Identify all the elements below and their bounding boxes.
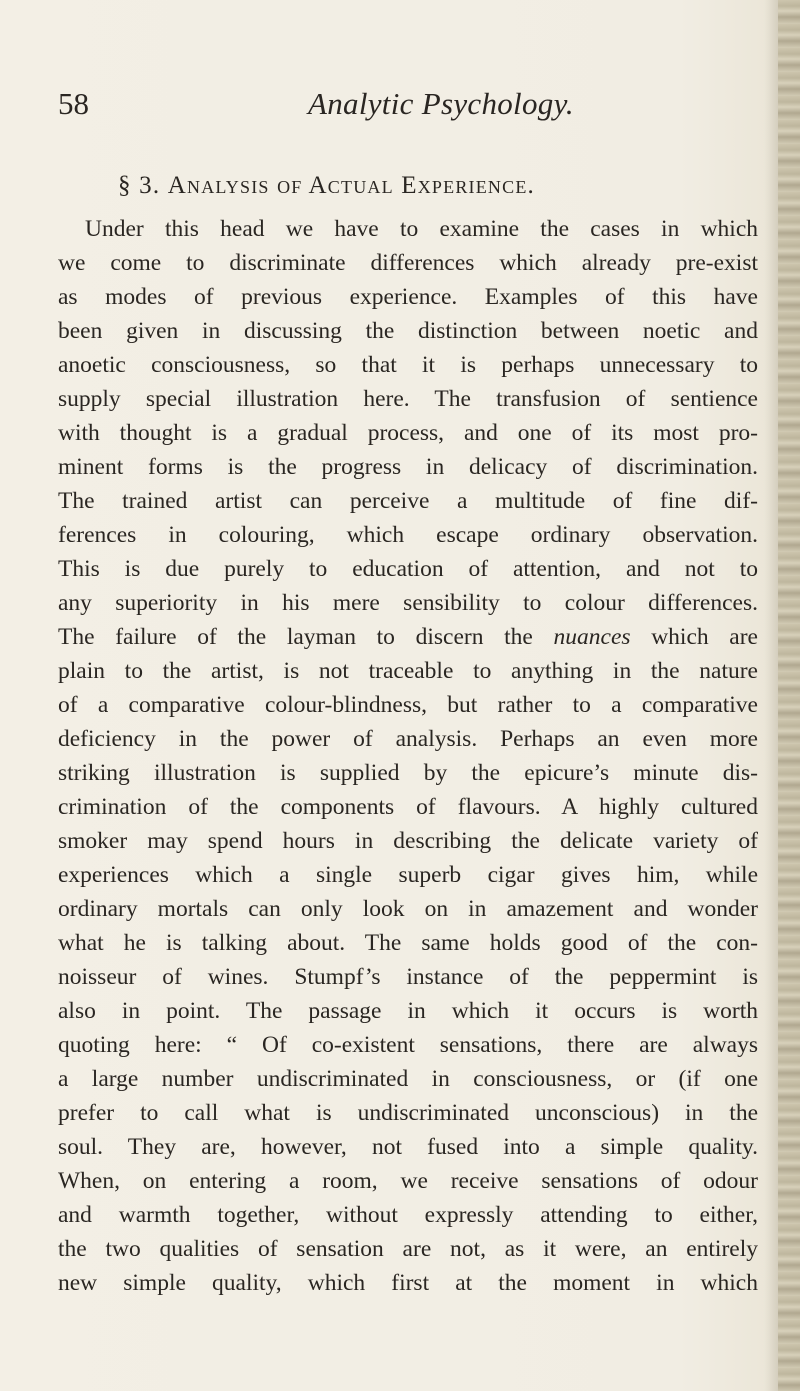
text-line: with thought is a gradual process, and one of its most pro- [58,420,758,446]
section-title: Analysis of Actual Experience. [167,172,535,199]
text-line: ordinary mortals can only look on in amazement and wonder [58,896,758,922]
text-line-with-italic [58,620,758,654]
page-header [0,86,760,136]
text-line: striking illustration is supplied by the epicure’s minute dis- [58,760,758,786]
page-number: 58 [58,86,89,121]
text-line: of a comparative colour-blindness, but rather to a comparative [58,692,758,718]
text-line: new simple quality, which first at the moment in which [58,1270,758,1296]
body-paragraph [58,212,758,1300]
text-line: soul. They are, however, not fused into a simple quality. [58,1134,758,1160]
italic-term-nuances: nuances [553,624,631,650]
text-line: prefer to call what is undiscriminated unconscious) in the [58,1100,758,1126]
text-line: a large number undiscriminated in consciousness, or (if one [58,1066,758,1092]
text-line: anoetic consciousness, so that it is perhaps unnecessary to [58,352,758,378]
page-gutter-shadow [764,0,778,1391]
running-title: Analytic Psychology. [308,86,574,121]
section-number: § 3. [118,172,161,199]
text-line: we come to discriminate differences which already pre-exist [58,250,758,276]
text-line: also in point. The passage in which it occurs is worth [58,998,758,1024]
text-line: noisseur of wines. Stumpf’s instance of the peppermint is [58,964,758,990]
text-line: plain to the artist, is not traceable to anything in the nature [58,658,758,684]
text-line: been given in discussing the distinction between noetic and [58,318,758,344]
text-line: experiences which a single superb cigar gives him, while [58,862,758,888]
text-line: and warmth together, without expressly attending to either, [58,1202,758,1228]
text-line: minent forms is the progress in delicacy of discrimination. [58,454,758,480]
text-line-start: The failure of the layman to discern the [58,624,554,650]
text-line: as modes of previous experience. Examples of this have [58,284,758,310]
book-page-edge [778,0,800,1391]
text-line: what he is talking about. The same holds good of the con- [58,930,758,956]
text-line: This is due purely to education of attention, and not to [58,556,758,582]
text-line: ferences in colouring, which escape ordinary observation. [58,522,758,548]
text-line: quoting here: “ Of co-existent sensations, there are always [58,1032,758,1058]
text-line: the two qualities of sensation are not, as it were, an entirely [58,1236,758,1262]
section-heading [118,172,535,200]
text-line: smoker may spend hours in describing the delicate variety of [58,828,758,854]
text-line: deficiency in the power of analysis. Perhaps an even more [58,726,758,752]
text-line: When, on entering a room, we receive sensations of odour [58,1168,758,1194]
text-line: supply special illustration here. The transfusion of sentience [58,386,758,412]
text-line-end: which are [630,624,758,650]
text-line: any superiority in his mere sensibility to colour differences. [58,590,758,616]
text-line: crimination of the components of flavours. A highly cultured [58,794,758,820]
text-line: Under this head we have to examine the cases in which [85,216,758,242]
text-line: The trained artist can perceive a multitude of fine dif- [58,488,758,514]
